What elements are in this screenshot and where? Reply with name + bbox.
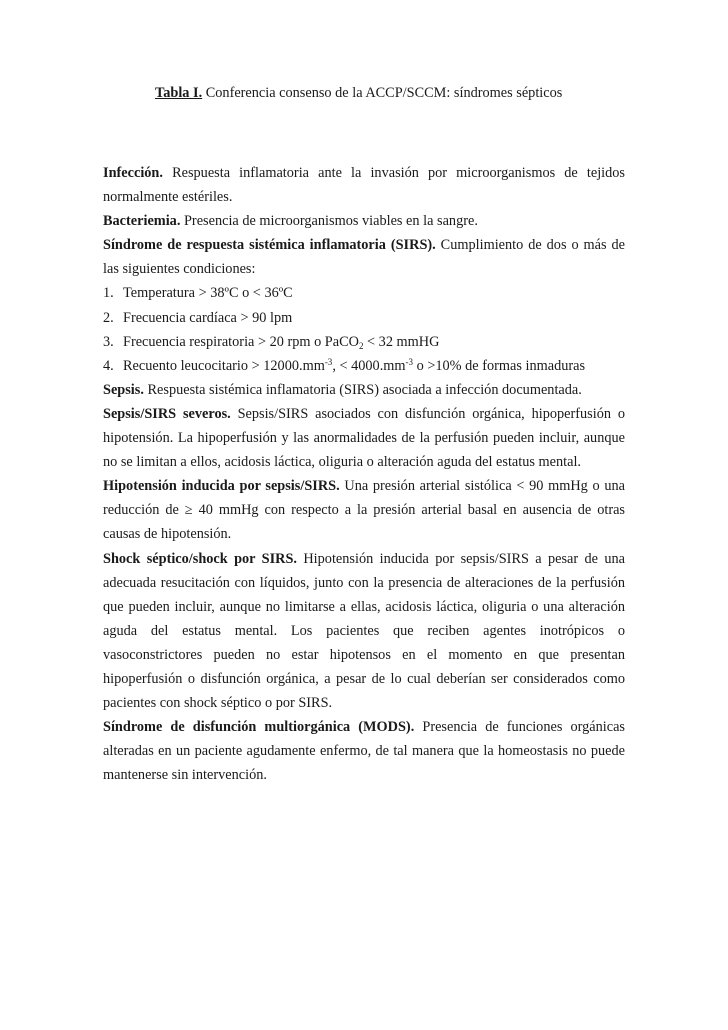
- table-label: Tabla I.: [155, 85, 203, 101]
- criterion-text: Temperatura > 38ºC o < 36ºC: [123, 285, 293, 302]
- definition-sepsis: [103, 378, 625, 402]
- definitions-body: [103, 161, 625, 787]
- criterion-respiratory-rate: [103, 330, 625, 354]
- criterion-text: Frecuencia cardíaca > 90 lpm: [123, 309, 293, 326]
- table-caption: [155, 83, 562, 103]
- criterion-heart-rate: [103, 306, 625, 330]
- definition-term: Hipotensión inducida por sepsis/SIRS.: [103, 478, 340, 495]
- definition-text: Una presión arterial sistólica < 90 mmHg o una reducción de ≥ 40 mmHg con respecto a la presión arterial basal en ausencia de otras causas de hipotensión.: [103, 478, 625, 543]
- criterion-text: Recuento leucocitario > 12000.mm: [123, 357, 325, 374]
- definition-mods: [103, 715, 625, 787]
- definition-text: Presencia de microorganismos viables en la sangre.: [180, 213, 478, 230]
- criterion-number: 3.: [103, 333, 114, 350]
- definition-text: Respuesta sistémica inflamatoria (SIRS) asociada a infección documentada.: [143, 381, 582, 398]
- criterion-number: 4.: [103, 357, 114, 374]
- criterion-temperature: [103, 281, 625, 305]
- definition-text: Respuesta inflamatoria ante la invasión por microorganismos de tejidos normalmente estériles.: [103, 165, 625, 206]
- definition-term: Sepsis/SIRS severos.: [103, 405, 231, 422]
- criterion-text-end: o >10% de formas inmaduras: [413, 357, 586, 374]
- criterion-number: 2.: [103, 309, 114, 326]
- definition-term: Shock séptico/shock por SIRS.: [103, 550, 297, 567]
- definition-bacteriemia: [103, 209, 625, 233]
- definition-text: Sepsis/SIRS asociados con disfunción orgánica, hipoperfusión o hipotensión. La hipoperfusión y las anormalidades de la perfusión pueden incluir, aunque no se limitan a ellos, acidosis láctica, oliguria o alteración aguda del estatus mental.: [103, 405, 625, 471]
- criterion-leukocyte-count: [103, 354, 625, 378]
- definition-infeccion: [103, 161, 625, 209]
- definition-term: Síndrome de disfunción multiorgánica (MODS).: [103, 719, 415, 736]
- definition-shock-septico: [103, 547, 625, 716]
- definition-sepsis-severos: [103, 402, 625, 474]
- subscript: 2: [358, 340, 364, 351]
- definition-term: Sepsis.: [103, 381, 144, 398]
- definition-term: Síndrome de respuesta sistémica inflamatoria (SIRS).: [103, 237, 436, 254]
- criterion-text: Frecuencia respiratoria > 20 rpm o PaCO: [123, 333, 359, 350]
- definition-text: Presencia de funciones orgánicas alteradas en un paciente agudamente enfermo, de tal manera que la homeostasis no puede mantenerse sin intervención.: [103, 719, 625, 784]
- definition-term: Infección.: [103, 165, 163, 181]
- definition-sirs: [103, 233, 625, 281]
- criterion-text-cont: < 32 mmHG: [363, 333, 440, 350]
- definition-hipotension: [103, 474, 625, 546]
- criterion-text-cont: , < 4000.mm: [332, 357, 406, 374]
- superscript: -3: [324, 356, 333, 367]
- definition-text: Hipotensión inducida por sepsis/SIRS a pesar de una adecuada resucitación con líquidos, junto con la presencia de alteraciones de la perfusión que pueden incluir, aunque no limitarse a ellas, acidosis láctica, oliguria o una alteración aguda del estatus mental. Los pacientes que reciben agentes inotrópicos o vasoconstrictores pueden no estar hipotensos en el momento en que presentan hipoperfusión o disfunción orgánica, a pesar de lo cual deberían ser considerados como pacientes con shock séptico o por SIRS.: [103, 550, 625, 712]
- superscript: -3: [405, 356, 414, 367]
- criterion-number: 1.: [103, 285, 114, 302]
- definition-text: Cumplimiento de dos o más de las siguientes condiciones:: [103, 237, 625, 278]
- table-caption-text: Conferencia consenso de la ACCP/SCCM: síndromes sépticos: [202, 85, 563, 101]
- definition-term: Bacteriemia.: [103, 213, 181, 230]
